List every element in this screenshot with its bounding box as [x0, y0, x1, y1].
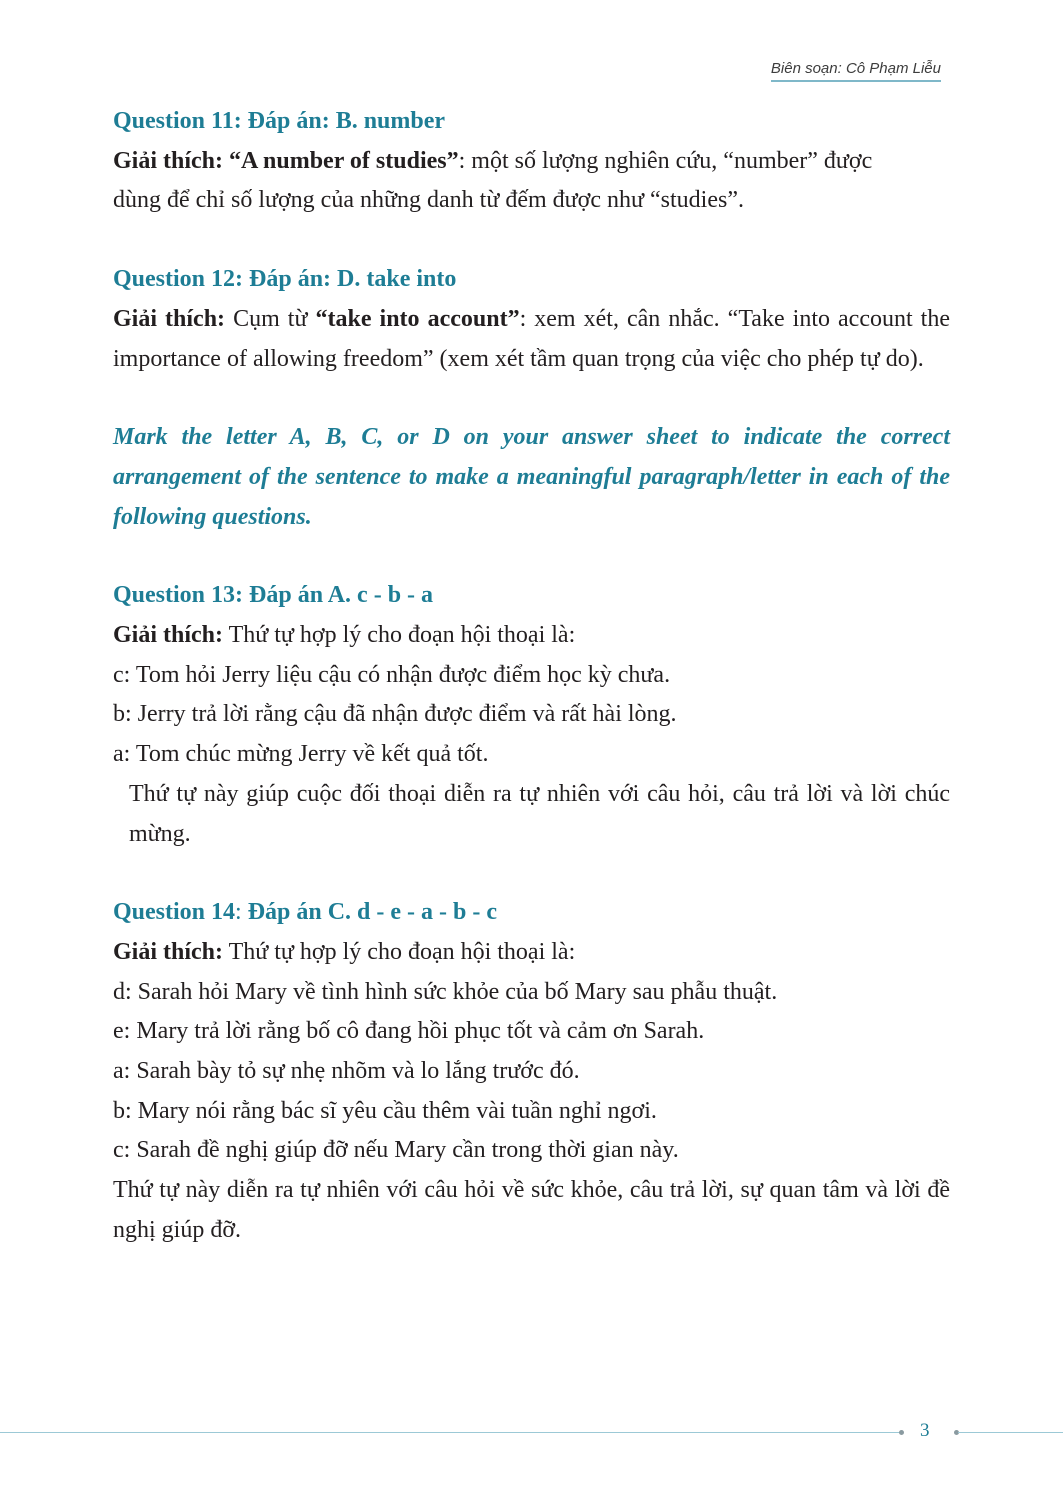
explanation-text: : xem xét, cân nhắc. “Take into account the importance of allowing freedom” (xem xét tầm quan trọng của việc cho phép tự do).: [113, 305, 950, 372]
question-13: [113, 576, 950, 854]
explanation-text: : một số lượng nghiên cứu, “number” được: [458, 147, 873, 174]
explanation-pre: Cụm từ: [225, 305, 316, 332]
footer-rule-left: [0, 1432, 900, 1433]
dialogue-order-line: c: Tom hỏi Jerry liệu cậu có nhận được điểm học kỳ chưa.: [113, 661, 671, 688]
question-13-conclusion: Thứ tự này giúp cuộc đối thoại diễn ra tự nhiên với câu hỏi, câu trả lời và lời chúc mừng.: [129, 780, 950, 847]
dialogue-order-line: b: Jerry trả lời rằng cậu đã nhận được điểm và rất hài lòng.: [113, 701, 677, 728]
instruction-text: Mark the letter A, B, C, or D on your answer sheet to indicate the correct arrangement of the sentence to make a meaningful paragraph/letter in each of the following questions.: [113, 424, 950, 530]
question-14-number: Question 14: [113, 899, 236, 926]
dialogue-order-line: c: Sarah đề nghị giúp đỡ nếu Mary cần trong thời gian này.: [113, 1137, 679, 1164]
question-11-explanation: [113, 142, 950, 182]
footer-rule-right: [958, 1432, 1063, 1433]
explanation-label: Giải thích:: [113, 938, 224, 965]
page-number: 3: [920, 1420, 930, 1441]
question-13-explanation: [113, 616, 950, 656]
dialogue-order-line: d: Sarah hỏi Mary về tình hình sức khỏe của bố Mary sau phẫu thuật.: [113, 978, 778, 1005]
dialogue-order-line: a: Tom chúc mừng Jerry về kết quả tốt.: [113, 741, 489, 768]
title-separator: :: [235, 899, 248, 926]
key-phrase: “A number of studies”: [229, 147, 459, 174]
question-11: [113, 102, 950, 221]
question-12-title: Question 12: Đáp án: D. take into: [113, 266, 457, 293]
question-14-title: [113, 893, 950, 933]
dialogue-order-line: a: Sarah bày tỏ sự nhẹ nhõm và lo lắng trước đó.: [113, 1058, 580, 1085]
author-header: Biên soạn: Cô Phạm Liễu: [771, 60, 941, 82]
explanation-label: Giải thích:: [113, 622, 224, 649]
question-11-explanation-line2: dùng để chỉ số lượng của những danh từ đếm được như “studies”.: [113, 187, 744, 214]
footer-dot-left: [899, 1430, 904, 1435]
explanation-label: Giải thích:: [113, 305, 226, 332]
instruction-block: [113, 418, 950, 537]
question-14-answer: Đáp án C. d - e - a - b - c: [247, 899, 498, 926]
dialogue-order-line: b: Mary nói rằng bác sĩ yêu cầu thêm vài tuần nghỉ ngơi.: [113, 1097, 657, 1124]
question-11-title: Question 11: Đáp án: B. number: [113, 108, 446, 134]
explanation-intro: Thứ tự hợp lý cho đoạn hội thoại là:: [223, 938, 576, 965]
explanation-intro: Thứ tự hợp lý cho đoạn hội thoại là:: [223, 622, 576, 649]
question-14-conclusion: Thứ tự này diễn ra tự nhiên với câu hỏi về sức khỏe, câu trả lời, sự quan tâm và lời đề nghị giúp đỡ.: [113, 1177, 950, 1243]
explanation-label: Giải thích:: [113, 147, 224, 174]
dialogue-order-line: e: Mary trả lời rằng bố cô đang hồi phục tốt và cảm ơn Sarah.: [113, 1018, 705, 1045]
page-content: [113, 102, 950, 1290]
question-13-title: Question 13: Đáp án A. c - b - a: [113, 582, 434, 609]
question-12-explanation: [113, 300, 950, 379]
question-12: [113, 260, 950, 379]
question-14-explanation: [113, 933, 950, 973]
question-14: [113, 893, 950, 1250]
key-phrase: “take into account”: [315, 305, 520, 332]
